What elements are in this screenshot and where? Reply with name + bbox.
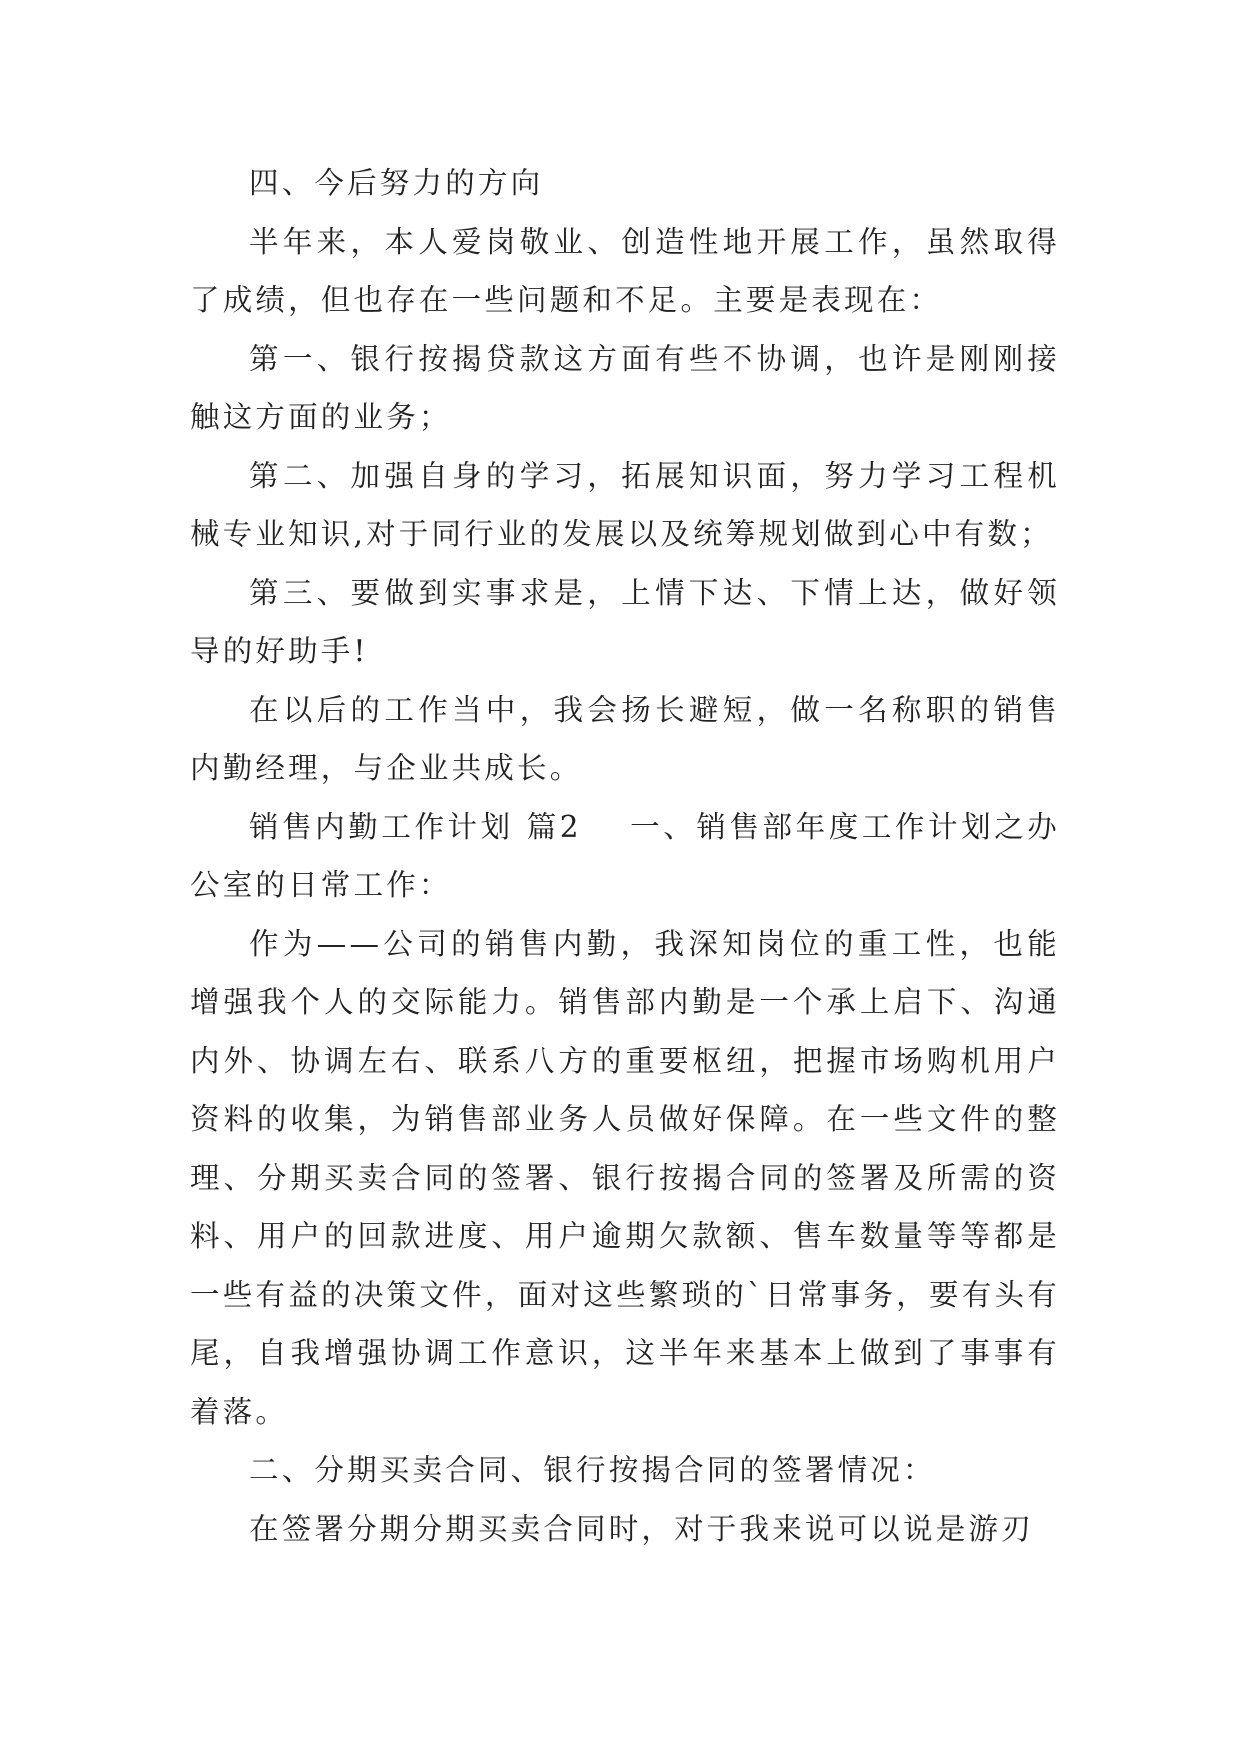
section-title: 销售内勤工作计划 篇2	[249, 809, 582, 844]
section-four-heading: 四、今后努力的方向	[249, 166, 544, 200]
paragraph-future-work: 在以后的工作当中，我会扬长避短，做一名称职的销售内勤经理，与企业共成长。	[190, 692, 1060, 785]
paragraph-sales-assistant-role: 作为——公司的销售内勤，我深知岗位的重工性，也能增强我个人的交际能力。销售部内勤是一个承上启下、沟通内外、协调左右、联系八方的重要枢纽，把握市场购机用户资料的收集，为销售部业务人员做好保障。在一些文件的整理、分期买卖合同的签署、银行按揭合同的签署及所需的资料、用户的回款进度、用户逾期欠款额、售车数量等等都是一些有益的决策文件，面对这些繁琐的`日常事务，要有头有尾，自我增强协调工作意识，这半年来基本上做到了事事有着落。	[190, 926, 1060, 1429]
paragraph-point-three: 第三、要做到实事求是，上情下达、下情上达，做好领导的好助手!	[190, 575, 1060, 668]
document-body	[190, 154, 1060, 1558]
paragraph-point-two: 第二、加强自身的学习，拓展知识面，努力学习工程机械专业知识,对于同行业的发展以及统筹规划做到心中有数；	[190, 458, 1060, 551]
section-subtitle: 一、销售部年度工作计划之办公室的日常工作：	[190, 809, 1060, 902]
paragraph-point-one: 第一、银行按揭贷款这方面有些不协调，也许是刚刚接触这方面的业务；	[190, 341, 1060, 434]
paragraph-half-year-summary: 半年来，本人爱岗敬业、创造性地开展工作，虽然取得了成绩，但也存在一些问题和不足。主要是表现在：	[190, 224, 1060, 317]
paragraph-contract-signing: 在签署分期分期买卖合同时，对于我来说可以说是游刃	[249, 1511, 1034, 1546]
section-two-heading	[190, 798, 1060, 915]
subsection-contract-heading: 二、分期买卖合同、银行按揭合同的签署情况：	[249, 1453, 936, 1487]
